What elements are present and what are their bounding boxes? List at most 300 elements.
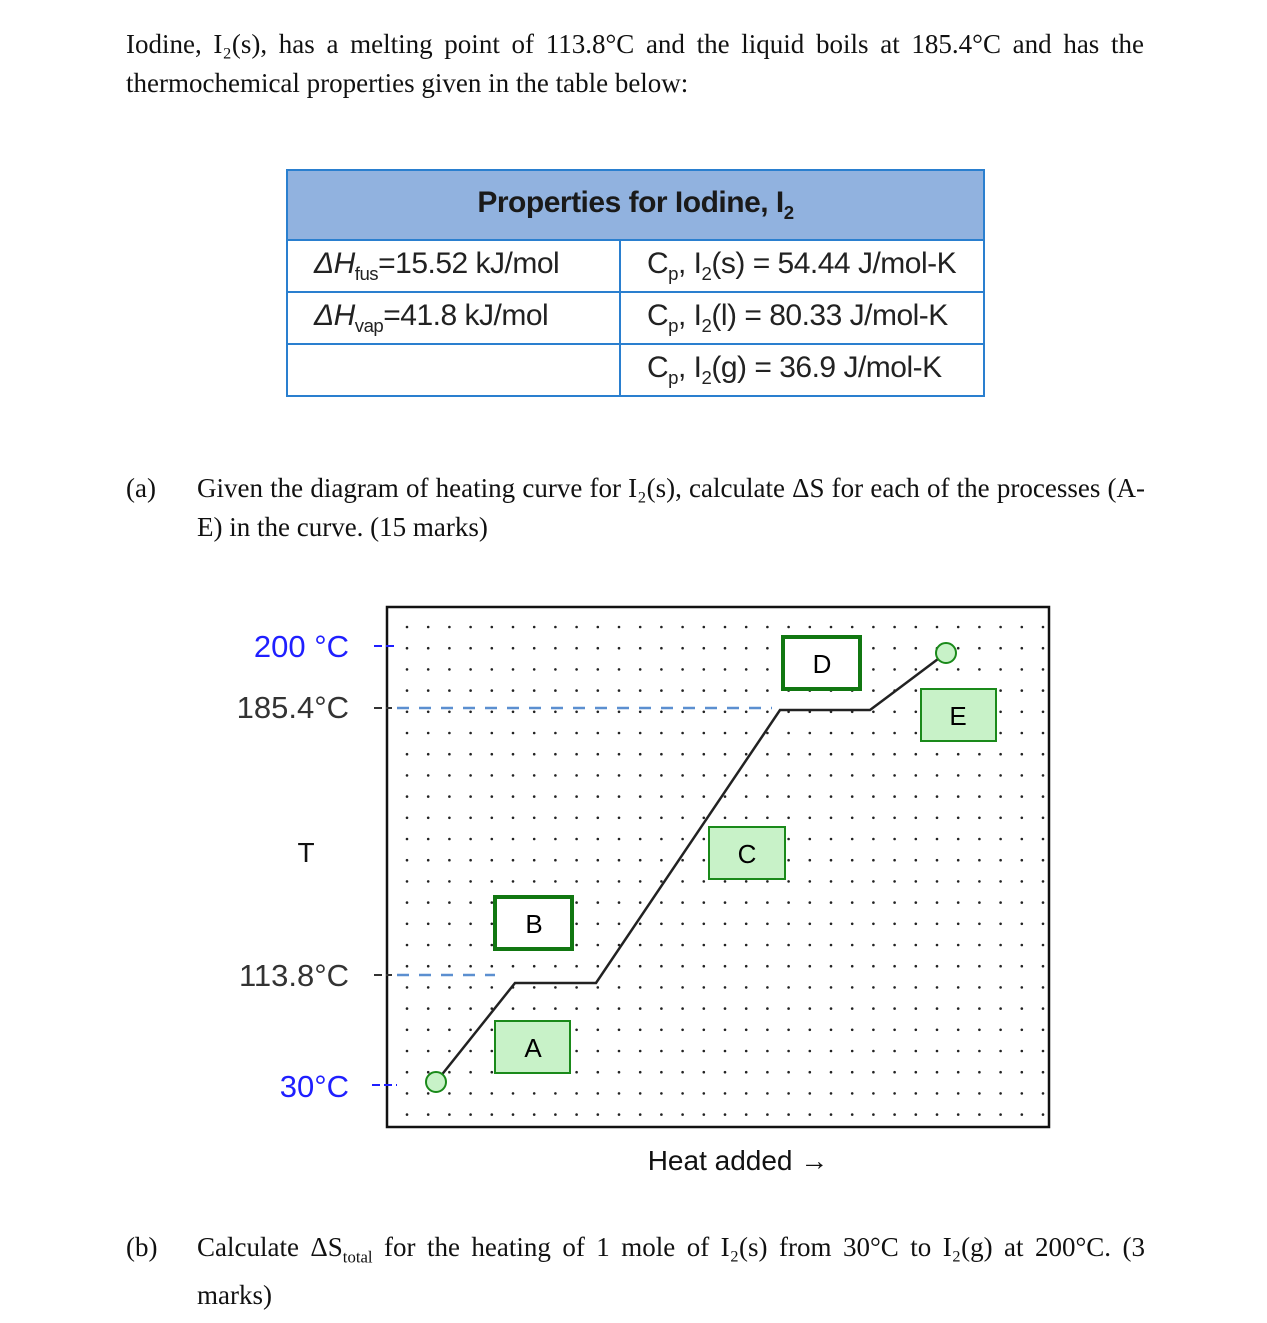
- grid-dot: [830, 859, 833, 862]
- grid-dot: [681, 753, 684, 756]
- x-axis-label: Heat added →: [647, 1145, 829, 1176]
- grid-dot: [724, 1113, 727, 1116]
- grid-dot: [448, 795, 451, 798]
- grid-dot: [809, 1029, 812, 1032]
- grid-dot: [936, 838, 939, 841]
- grid-dot: [745, 753, 748, 756]
- grid-dot: [703, 689, 706, 692]
- grid-dot: [766, 668, 769, 671]
- grid-dot: [660, 1113, 663, 1116]
- grid-dot: [427, 923, 430, 926]
- grid-dot: [512, 880, 515, 883]
- grid-dot: [978, 795, 981, 798]
- grid-dot: [978, 1071, 981, 1074]
- grid-dot: [745, 923, 748, 926]
- grid-dot: [703, 1071, 706, 1074]
- grid-dot: [893, 838, 896, 841]
- grid-dot: [660, 944, 663, 947]
- grid-dot: [554, 817, 557, 820]
- grid-dot: [915, 626, 918, 629]
- grid-dot: [597, 668, 600, 671]
- grid-dot: [978, 944, 981, 947]
- grid-dot: [703, 817, 706, 820]
- grid-dot: [703, 1007, 706, 1010]
- grid-dot: [1021, 774, 1024, 777]
- grid-dot: [575, 1007, 578, 1010]
- grid-dot: [830, 838, 833, 841]
- grid-dot: [1021, 901, 1024, 904]
- grid-dot: [1021, 965, 1024, 968]
- grid-dot: [639, 859, 642, 862]
- grid-dot: [703, 901, 706, 904]
- grid-dot: [660, 986, 663, 989]
- grid-dot: [957, 795, 960, 798]
- grid-dot: [575, 795, 578, 798]
- grid-dot: [597, 1007, 600, 1010]
- grid-dot: [681, 859, 684, 862]
- grid-dot: [469, 838, 472, 841]
- grid-dot: [957, 1071, 960, 1074]
- grid-dot: [639, 880, 642, 883]
- grid-dot: [681, 901, 684, 904]
- grid-dot: [427, 859, 430, 862]
- grid-dot: [1021, 1050, 1024, 1053]
- grid-dot: [618, 753, 621, 756]
- grid-dot: [618, 986, 621, 989]
- grid-dot: [406, 986, 409, 989]
- grid-dot: [766, 774, 769, 777]
- grid-dot: [830, 880, 833, 883]
- grid-dot: [491, 859, 494, 862]
- grid-dot: [957, 859, 960, 862]
- grid-dot: [978, 647, 981, 650]
- grid-dot: [724, 668, 727, 671]
- grid-dot: [681, 711, 684, 714]
- grid-dot: [427, 1092, 430, 1095]
- grid-dot: [978, 668, 981, 671]
- grid-dot: [639, 795, 642, 798]
- grid-dot: [851, 732, 854, 735]
- grid-dot: [936, 753, 939, 756]
- grid-dot: [872, 795, 875, 798]
- grid-dot: [915, 923, 918, 926]
- grid-dot: [554, 795, 557, 798]
- grid-dot: [533, 626, 536, 629]
- grid-dot: [448, 1007, 451, 1010]
- grid-dot: [1042, 732, 1045, 735]
- grid-dot: [724, 817, 727, 820]
- grid-dot: [703, 880, 706, 883]
- grid-dot: [872, 1071, 875, 1074]
- grid-dot: [957, 965, 960, 968]
- grid-dot: [554, 774, 557, 777]
- grid-dot: [512, 1113, 515, 1116]
- grid-dot: [872, 774, 875, 777]
- grid-dot: [893, 986, 896, 989]
- grid-dot: [491, 901, 494, 904]
- grid-dot: [512, 774, 515, 777]
- grid-dot: [575, 859, 578, 862]
- grid-dot: [660, 1029, 663, 1032]
- grid-dot: [639, 901, 642, 904]
- grid-dot: [618, 817, 621, 820]
- grid-dot: [999, 1007, 1002, 1010]
- grid-dot: [1042, 1071, 1045, 1074]
- grid-dot: [957, 1113, 960, 1116]
- grid-dot: [491, 1092, 494, 1095]
- grid-dot: [512, 838, 515, 841]
- grid-dot: [660, 647, 663, 650]
- grid-dot: [915, 1050, 918, 1053]
- grid-dot: [681, 774, 684, 777]
- grid-dot: [597, 774, 600, 777]
- grid-dot: [999, 923, 1002, 926]
- grid-dot: [575, 1113, 578, 1116]
- grid-dot: [872, 944, 875, 947]
- grid-dot: [915, 689, 918, 692]
- grid-dot: [406, 1071, 409, 1074]
- grid-dot: [999, 774, 1002, 777]
- grid-dot: [724, 880, 727, 883]
- grid-dot: [745, 732, 748, 735]
- grid-dot: [1021, 626, 1024, 629]
- grid-dot: [872, 1029, 875, 1032]
- grid-dot: [406, 795, 409, 798]
- grid-dot: [469, 626, 472, 629]
- grid-dot: [681, 880, 684, 883]
- grid-dot: [469, 923, 472, 926]
- grid-dot: [830, 626, 833, 629]
- grid-dot: [491, 817, 494, 820]
- grid-dot: [809, 965, 812, 968]
- grid-dot: [406, 859, 409, 862]
- grid-dot: [618, 965, 621, 968]
- grid-dot: [469, 859, 472, 862]
- grid-dot: [469, 1050, 472, 1053]
- grid-dot: [1021, 1029, 1024, 1032]
- grid-dot: [999, 838, 1002, 841]
- grid-dot: [406, 1092, 409, 1095]
- grid-dot: [491, 647, 494, 650]
- grid-dot: [681, 1050, 684, 1053]
- grid-dot: [618, 711, 621, 714]
- grid-dot: [872, 753, 875, 756]
- grid-dot: [724, 1007, 727, 1010]
- grid-dot: [978, 753, 981, 756]
- grid-dot: [406, 838, 409, 841]
- grid-dot: [893, 1007, 896, 1010]
- grid-dot: [597, 859, 600, 862]
- grid-dot: [1042, 1092, 1045, 1095]
- grid-dot: [724, 711, 727, 714]
- grid-dot: [1021, 986, 1024, 989]
- grid-dot: [597, 901, 600, 904]
- grid-dot: [618, 626, 621, 629]
- grid-dot: [787, 880, 790, 883]
- grid-dot: [681, 647, 684, 650]
- grid-dot: [999, 1071, 1002, 1074]
- grid-dot: [957, 901, 960, 904]
- grid-dot: [1042, 668, 1045, 671]
- grid-dot: [427, 965, 430, 968]
- grid-dot: [872, 668, 875, 671]
- grid-dot: [745, 1007, 748, 1010]
- grid-dot: [893, 795, 896, 798]
- grid-dot: [703, 626, 706, 629]
- grid-dot: [851, 923, 854, 926]
- grid-dot: [639, 1029, 642, 1032]
- grid-dot: [469, 1029, 472, 1032]
- grid-dot: [618, 838, 621, 841]
- grid-dot: [427, 668, 430, 671]
- grid-dot: [724, 1029, 727, 1032]
- grid-dot: [830, 1007, 833, 1010]
- segment-d-label: D: [812, 649, 832, 679]
- grid-dot: [830, 986, 833, 989]
- grid-dot: [448, 753, 451, 756]
- grid-dot: [893, 859, 896, 862]
- grid-dot: [512, 795, 515, 798]
- grid-dot: [533, 711, 536, 714]
- grid-dot: [1042, 689, 1045, 692]
- grid-dot: [787, 838, 790, 841]
- grid-dot: [533, 668, 536, 671]
- grid-dot: [1021, 944, 1024, 947]
- grid-dot: [575, 817, 578, 820]
- grid-dot: [491, 880, 494, 883]
- grid-dot: [978, 1050, 981, 1053]
- grid-dot: [915, 732, 918, 735]
- grid-dot: [851, 901, 854, 904]
- grid-dot: [469, 901, 472, 904]
- grid-dot: [830, 1050, 833, 1053]
- grid-dot: [512, 859, 515, 862]
- grid-dot: [872, 838, 875, 841]
- grid-dot: [766, 647, 769, 650]
- grid-dot: [597, 817, 600, 820]
- grid-dot: [469, 817, 472, 820]
- grid-dot: [999, 1113, 1002, 1116]
- grid-dot: [533, 986, 536, 989]
- grid-dot: [724, 944, 727, 947]
- grid-dot: [936, 1113, 939, 1116]
- grid-dot: [915, 986, 918, 989]
- grid-dot: [618, 689, 621, 692]
- grid-dot: [745, 817, 748, 820]
- grid-dot: [1042, 817, 1045, 820]
- grid-dot: [893, 732, 896, 735]
- grid-dot: [703, 1050, 706, 1053]
- grid-dot: [575, 880, 578, 883]
- grid-dot: [469, 795, 472, 798]
- grid-dot: [491, 944, 494, 947]
- grid-dot: [660, 1007, 663, 1010]
- grid-dot: [681, 986, 684, 989]
- grid-dot: [575, 668, 578, 671]
- grid-dot: [703, 1092, 706, 1095]
- grid-dot: [618, 647, 621, 650]
- grid-dot: [766, 923, 769, 926]
- grid-dot: [809, 774, 812, 777]
- grid-dot: [745, 901, 748, 904]
- grid-dot: [660, 859, 663, 862]
- grid-dot: [703, 1029, 706, 1032]
- grid-dot: [1021, 1071, 1024, 1074]
- grid-dot: [915, 838, 918, 841]
- grid-dot: [809, 1007, 812, 1010]
- grid-dot: [406, 817, 409, 820]
- grid-dot: [999, 626, 1002, 629]
- grid-dot: [406, 944, 409, 947]
- grid-dot: [618, 923, 621, 926]
- grid-dot: [554, 880, 557, 883]
- grid-dot: [893, 753, 896, 756]
- grid-dot: [660, 732, 663, 735]
- grid-dot: [745, 1092, 748, 1095]
- grid-dot: [787, 1113, 790, 1116]
- grid-dot: [830, 795, 833, 798]
- grid-dot: [618, 1029, 621, 1032]
- grid-dot: [703, 668, 706, 671]
- grid-dot: [703, 647, 706, 650]
- grid-dot: [406, 647, 409, 650]
- grid-dot: [597, 944, 600, 947]
- grid-dot: [915, 944, 918, 947]
- grid-dot: [703, 795, 706, 798]
- grid-dot: [554, 626, 557, 629]
- grid-dot: [978, 817, 981, 820]
- grid-dot: [936, 626, 939, 629]
- grid-dot: [915, 1113, 918, 1116]
- grid-dot: [575, 923, 578, 926]
- grid-dot: [491, 626, 494, 629]
- grid-dot: [978, 1007, 981, 1010]
- grid-dot: [491, 668, 494, 671]
- grid-dot: [999, 732, 1002, 735]
- grid-dot: [448, 817, 451, 820]
- grid-dot: [406, 732, 409, 735]
- grid-dot: [448, 1113, 451, 1116]
- grid-dot: [724, 986, 727, 989]
- grid-dot: [448, 711, 451, 714]
- grid-dot: [512, 668, 515, 671]
- grid-dot: [575, 901, 578, 904]
- grid-dot: [766, 626, 769, 629]
- grid-dot: [618, 1113, 621, 1116]
- grid-dot: [681, 1113, 684, 1116]
- grid-dot: [575, 753, 578, 756]
- grid-dot: [639, 689, 642, 692]
- grid-dot: [660, 965, 663, 968]
- grid-dot: [999, 944, 1002, 947]
- grid-dot: [597, 647, 600, 650]
- grid-dot: [724, 965, 727, 968]
- grid-dot: [618, 795, 621, 798]
- grid-dot: [766, 1071, 769, 1074]
- grid-dot: [448, 859, 451, 862]
- grid-dot: [745, 1050, 748, 1053]
- grid-dot: [872, 880, 875, 883]
- grid-dot: [469, 774, 472, 777]
- grid-dot: [469, 689, 472, 692]
- grid-dot: [681, 944, 684, 947]
- grid-dot: [936, 1092, 939, 1095]
- grid-dot: [491, 1029, 494, 1032]
- grid-dot: [1042, 795, 1045, 798]
- grid-dot: [639, 965, 642, 968]
- grid-dot: [681, 1092, 684, 1095]
- grid-dot: [787, 1050, 790, 1053]
- grid-dot: [406, 965, 409, 968]
- grid-dot: [703, 774, 706, 777]
- grid-dot: [1042, 753, 1045, 756]
- grid-dot: [597, 1050, 600, 1053]
- grid-dot: [469, 1071, 472, 1074]
- grid-dot: [660, 838, 663, 841]
- grid-dot: [575, 1029, 578, 1032]
- grid-dot: [533, 1007, 536, 1010]
- grid-dot: [681, 923, 684, 926]
- grid-dot: [575, 732, 578, 735]
- grid-dot: [893, 817, 896, 820]
- grid-dot: [936, 1007, 939, 1010]
- grid-dot: [554, 647, 557, 650]
- grid-dot: [575, 838, 578, 841]
- grid-dot: [893, 1029, 896, 1032]
- grid-dot: [830, 774, 833, 777]
- grid-dot: [766, 944, 769, 947]
- grid-dot: [533, 1092, 536, 1095]
- grid-dot: [427, 1050, 430, 1053]
- grid-dot: [1021, 817, 1024, 820]
- grid-dot: [851, 817, 854, 820]
- grid-dot: [448, 1092, 451, 1095]
- grid-dot: [809, 626, 812, 629]
- grid-dot: [809, 944, 812, 947]
- grid-dot: [893, 1050, 896, 1053]
- grid-dot: [512, 732, 515, 735]
- grid-dot: [957, 838, 960, 841]
- grid-dot: [681, 668, 684, 671]
- grid-dot: [957, 880, 960, 883]
- grid-dot: [915, 1029, 918, 1032]
- grid-dot: [660, 923, 663, 926]
- grid-dot: [597, 626, 600, 629]
- grid-dot: [809, 795, 812, 798]
- grid-dot: [491, 711, 494, 714]
- grid-dot: [957, 774, 960, 777]
- grid-dot: [427, 647, 430, 650]
- grid-dot: [406, 1029, 409, 1032]
- grid-dot: [533, 795, 536, 798]
- grid-dot: [639, 1050, 642, 1053]
- grid-dot: [893, 1113, 896, 1116]
- grid-dot: [427, 1029, 430, 1032]
- grid-dot: [999, 753, 1002, 756]
- label-185: 185.4°C: [236, 690, 349, 725]
- grid-dot: [1042, 838, 1045, 841]
- grid-dot: [872, 965, 875, 968]
- grid-dot: [809, 817, 812, 820]
- grid-dot: [1021, 668, 1024, 671]
- grid-dot: [406, 1007, 409, 1010]
- grid-dot: [597, 1071, 600, 1074]
- grid-dot: [999, 880, 1002, 883]
- grid-dot: [703, 838, 706, 841]
- grid-dot: [703, 965, 706, 968]
- grid-dot: [809, 1050, 812, 1053]
- grid-dot: [851, 774, 854, 777]
